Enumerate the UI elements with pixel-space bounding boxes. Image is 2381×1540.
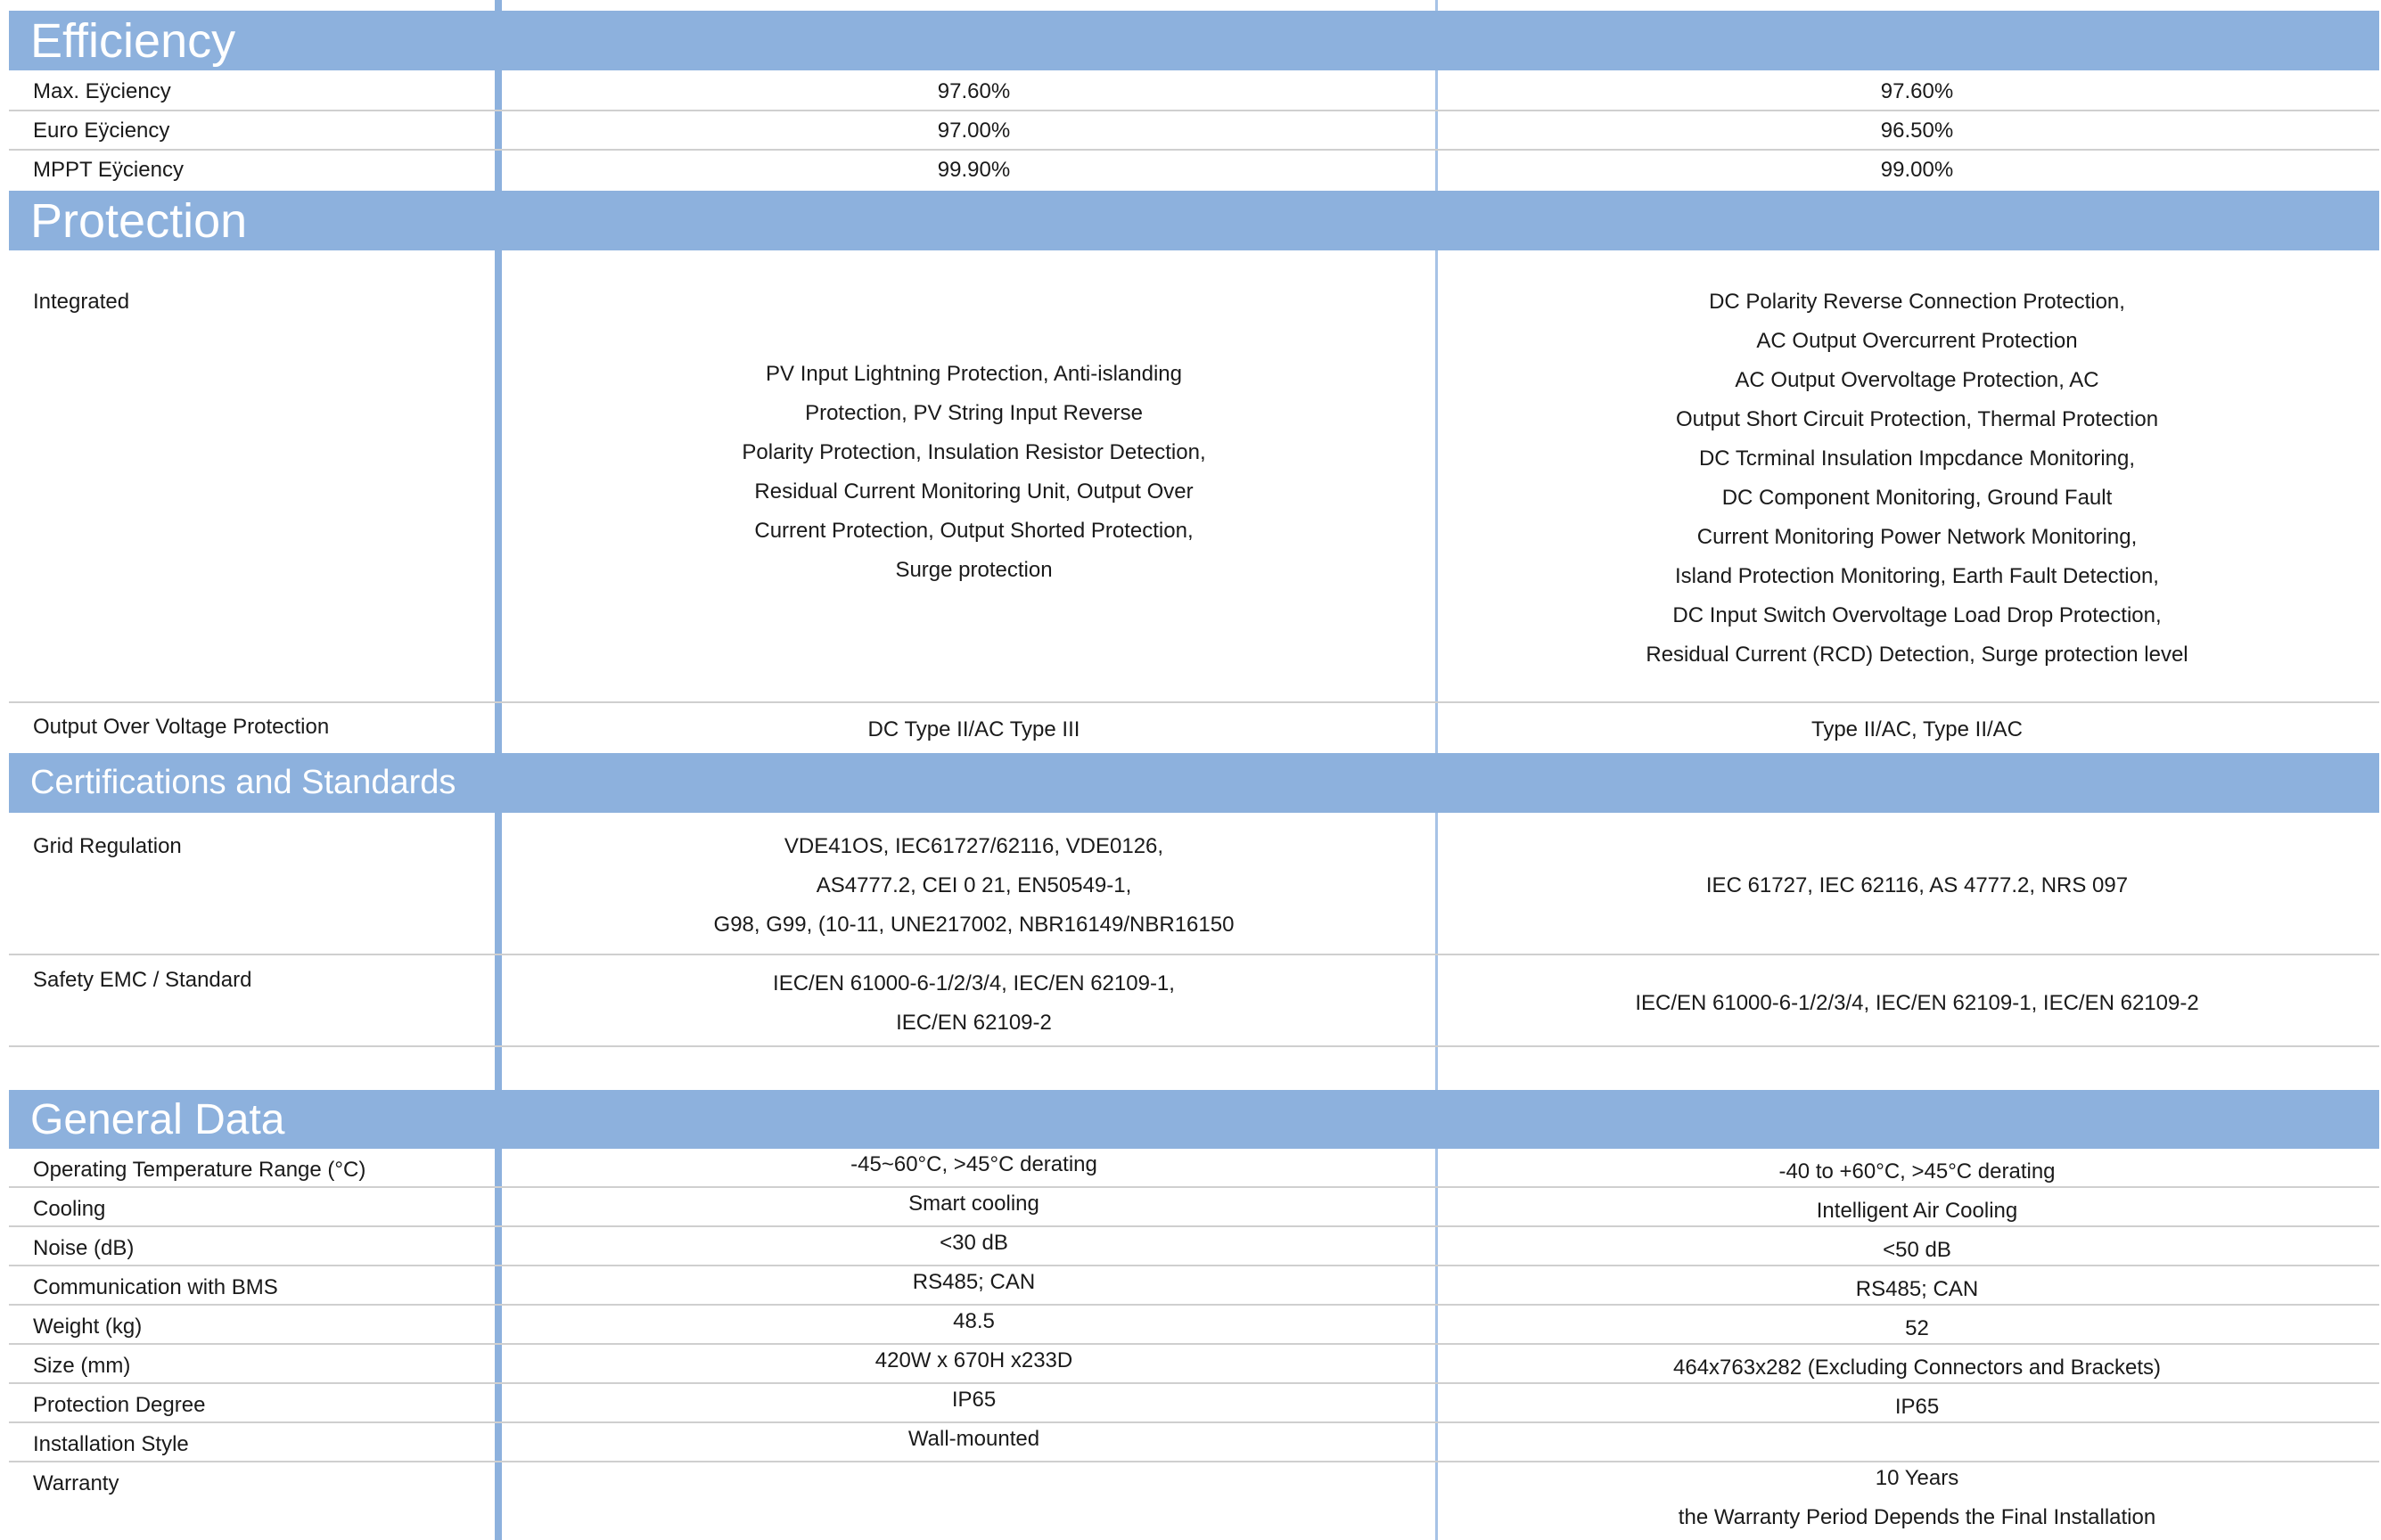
row-value-b: 99.00% [1880, 158, 1954, 182]
row-value-b: DC Polarity Reverse Connection Protection, AC Output Overcurrent Protection AC Output Overvoltage Protection, AC Output Short Circuit Protection, Thermal Protection DC Tcrminal Insulation Impcdance Monitoring, DC Component Monitoring, Ground Fault Current Monitoring Power Network Monitoring, Island Protection Monitoring, Earth Fault Detection, DC Input Switch Overvoltage Load Drop Protection, Residual Current (RCD) Detection, Surge protection level [1646, 290, 2188, 667]
row-label: Output Over Voltage Protection [33, 715, 330, 739]
row-value-b: Type II/AC, Type II/AC [1811, 717, 2023, 741]
section-header-certifications [9, 753, 2379, 813]
row-value-b: IP65 [1894, 1395, 1940, 1419]
table-row [9, 151, 2379, 190]
row-label: Communication with BMS [33, 1275, 278, 1299]
row-value-a: RS485; CAN [912, 1270, 1036, 1294]
section-header-efficiency [9, 11, 2379, 70]
row-label: Warranty [33, 1471, 119, 1495]
table-row [9, 1384, 2379, 1423]
row-label: Safety EMC / Standard [33, 968, 252, 992]
table-row [9, 1188, 2379, 1227]
row-value-b: 10 Years the Warranty Period Depends the Final Installation [1678, 1466, 2156, 1529]
row-label: Integrated [33, 290, 130, 314]
table-row [9, 72, 2379, 111]
row-value-b: -40 to +60°C, >45°C derating [1778, 1159, 2056, 1184]
row-label: Noise (dB) [33, 1236, 135, 1260]
row-value-a: IP65 [951, 1388, 997, 1412]
row-label: Weight (kg) [33, 1315, 143, 1339]
table-row-integrated [9, 250, 2379, 703]
section-title: Protection [30, 193, 248, 248]
row-value-a: Wall-mounted [907, 1427, 1040, 1451]
row-label: Protection Degree [33, 1393, 206, 1417]
row-value-b: Intelligent Air Cooling [1816, 1199, 2018, 1223]
table-row-safety [9, 955, 2379, 1047]
row-value-b: 97.60% [1880, 79, 1954, 103]
table-row-grid-regulation [9, 813, 2379, 955]
row-value-a: 99.90% [937, 158, 1011, 182]
table-row-ovp [9, 703, 2379, 753]
row-value-b: <50 dB [1883, 1238, 1951, 1262]
row-value-a: PV Input Lightning Protection, Anti-islanding Protection, PV String Input Reverse Polarity Protection, Insulation Resistor Detection, Residual Current Monitoring Unit, Output Over Current Protection, Output Shorted Protection, Surge protection [742, 362, 1206, 582]
table-row [9, 1266, 2379, 1306]
section-header-protection [9, 191, 2379, 250]
row-value-a: <30 dB [940, 1231, 1008, 1255]
table-row [9, 1306, 2379, 1345]
row-value-a: 48.5 [953, 1309, 995, 1333]
table-row [9, 111, 2379, 151]
row-label: Max. Eÿciency [33, 79, 171, 103]
row-value-a: VDE41OS, IEC61727/62116, VDE0126, AS4777.2, CEI 0 21, EN50549-1, G98, G99, (10-11, UNE217002, NBR16149/NBR16150 [713, 834, 1235, 937]
row-value-b: 52 [1905, 1316, 1929, 1340]
row-label: MPPT Eÿciency [33, 158, 184, 182]
section-title: General Data [30, 1095, 285, 1143]
section-title: Certifications and Standards [30, 764, 456, 801]
row-label: Euro Eÿciency [33, 119, 170, 143]
row-label: Installation Style [33, 1432, 189, 1456]
row-value-a: Smart cooling [908, 1192, 1039, 1216]
section-title: Efficiency [30, 13, 236, 68]
row-value-b: 96.50% [1880, 119, 1954, 143]
table-row [9, 1149, 2379, 1188]
table-row [9, 1423, 2379, 1462]
row-value-a: 420W x 670H x233D [874, 1348, 1073, 1372]
row-value-a: IEC/EN 61000-6-1/2/3/4, IEC/EN 62109-1, IEC/EN 62109-2 [773, 971, 1175, 1035]
row-value-a: -45~60°C, >45°C derating [850, 1152, 1097, 1176]
row-label: Cooling [33, 1197, 106, 1221]
table-row [9, 1227, 2379, 1266]
table-row [9, 1345, 2379, 1384]
row-value-a: 97.00% [937, 119, 1011, 143]
row-value-b: RS485; CAN [1855, 1277, 1979, 1301]
row-value-b: IEC 61727, IEC 62116, AS 4777.2, NRS 097 [1705, 873, 2129, 897]
table-row-warranty [9, 1462, 2379, 1540]
row-value-b: 464x763x282 (Excluding Connectors and Brackets) [1673, 1356, 2161, 1380]
row-label: Grid Regulation [33, 834, 182, 858]
section-header-general [9, 1090, 2379, 1149]
row-value-a: DC Type II/AC Type III [867, 717, 1080, 741]
row-label: Operating Temperature Range (°C) [33, 1158, 366, 1182]
row-label: Size (mm) [33, 1354, 131, 1378]
row-value-a: 97.60% [937, 79, 1011, 103]
row-value-b: IEC/EN 61000-6-1/2/3/4, IEC/EN 62109-1, IEC/EN 62109-2 [1635, 991, 2199, 1015]
